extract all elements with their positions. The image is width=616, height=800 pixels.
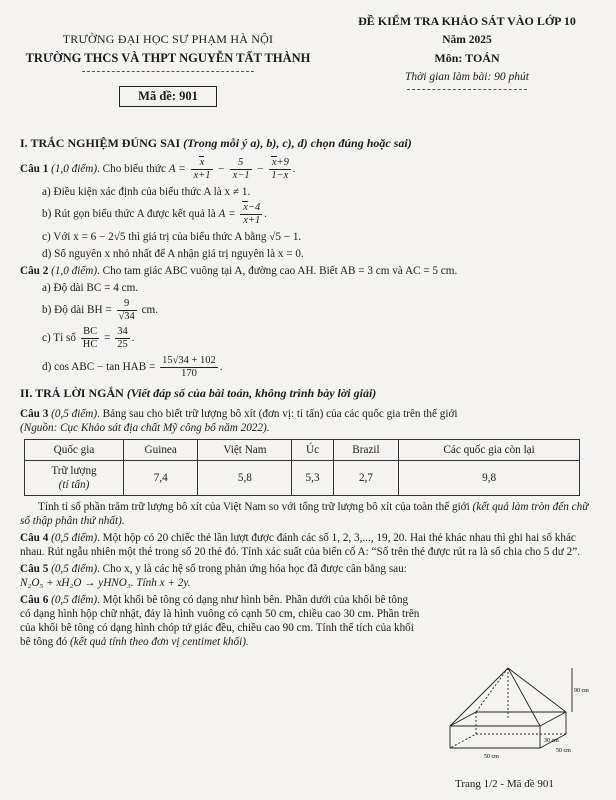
exam-title: ĐỀ KIỂM TRA KHẢO SÁT VÀO LỚP 10 — [358, 14, 576, 28]
exam-content — [20, 136, 600, 651]
table-cell: 7,4 — [124, 460, 198, 495]
table-cell: 5,8 — [198, 460, 292, 495]
label-50cm-side: 50 cm — [556, 748, 571, 754]
exam-year: Năm 2025 — [442, 34, 492, 46]
concrete-block-figure — [436, 662, 596, 762]
school-header — [18, 14, 318, 107]
q2-option-c: c) Tỉ số $\frac{BC}{HC}$ = $\frac{34}{25}$ . — [42, 326, 135, 351]
university-name: TRƯỜNG ĐẠI HỌC SƯ PHẠM HÀ NỘI — [62, 32, 274, 46]
table-head-cell: Úc — [292, 439, 333, 460]
section-2-title: II. TRẢ LỜI NGẮN (Viết đáp số của bài toán, không trình bày lời giải) — [20, 385, 377, 400]
q1-option-a: a) Điều kiện xác định của biểu thức A là x ≠ 1. — [42, 186, 251, 199]
q2-option-d: d) cos ABC − tan HAB = $\frac{15√34 + 102}{170}$ . — [42, 354, 223, 379]
table-head-cell: Guinea — [124, 439, 198, 460]
table-cell: 5,3 — [292, 460, 333, 495]
page-footer: Trang 1/2 - Mã đề 901 — [455, 778, 554, 790]
q3-source: (Nguồn: Cục Khảo sát địa chất Mỹ công bố năm 2022). — [20, 421, 270, 434]
table-head-cell: Việt Nam — [198, 439, 292, 460]
q3-question: Tính tỉ số phần trăm trữ lượng bô xít của Việt Nam so với tổng trữ lượng bô xít của toàn thế giới (kết quả làm tròn đến chữ số thập phân thứ nhất). — [20, 500, 589, 527]
bauxite-table — [24, 439, 580, 496]
question-1: Câu 1 (1,0 điểm). Cho biểu thức A = $\frac{x}{x+1}$ − $\frac{5}{x-1}$ − $\frac{x+9}{1-x}$ . — [20, 157, 296, 182]
exam-code-box: Mã đề: 901 — [119, 86, 217, 108]
box-top-edges — [450, 712, 566, 726]
question-3: Câu 3 (0,5 điểm). Bảng sau cho biết trữ lượng bô xít (đơn vị: tỉ tấn) của các quốc gia trên thế giới (Nguồn: Cục Khảo sát địa chất Mỹ công bố năm 2022). — [20, 407, 458, 434]
school-name: TRƯỜNG THCS VÀ THPT NGUYỄN TẤT THÀNH — [25, 51, 311, 65]
question-5: Câu 5 (0,5 điểm). Cho x, y là các hệ số trong phản ứng hóa học đã được cân bằng sau: N₂O₅ + xH₂O → yHNO₃. Tính x + 2y. — [20, 562, 407, 589]
q1-option-d: d) Số nguyên x nhỏ nhất để A nhận giá trị nguyên là x = 0. — [42, 248, 304, 261]
table-head-cell: Các quốc gia còn lại — [399, 439, 580, 460]
q1-option-c: c) Với x = 6 − 2√5 thì giá trị của biểu thức A bằng √5 − 1. — [42, 231, 302, 244]
table-cell: 9,8 — [399, 460, 580, 495]
exam-header — [332, 14, 602, 90]
table-cell: 2,7 — [333, 460, 398, 495]
question-4: Câu 4 (0,5 điểm). Một hộp có 20 chiếc thẻ lần lượt được đánh các số 1, 2, 3,..., 19, 20. Hai thẻ khác nhau thì ghi hai số khác nhau. Rút ngẫu nhiên một thẻ trong số 20 thẻ đó. Tính xác suất của biến cố A: “Số trên thẻ được rút ra là số chia cho 5 dư 2”. — [20, 531, 580, 558]
box-front-face — [450, 726, 540, 748]
chemical-equation: N₂O₅ + xH₂O → yHNO₃. Tính x + 2y. — [20, 576, 191, 589]
table-head-cell: Quốc gia — [25, 439, 124, 460]
q1-option-b: b) Rút gọn biểu thức A được kết quả là A = $\frac{x-4}{x+1}$ . — [42, 202, 268, 227]
exam-subject: Môn: TOÁN — [434, 51, 500, 66]
exam-duration: Thời gian làm bài: 90 phút — [404, 71, 530, 84]
label-30cm: 30 cm — [544, 738, 559, 744]
header-divider-right — [407, 89, 527, 90]
question-2: Câu 2 (1,0 điểm). Cho tam giác ABC vuông tại A, đường cao AH. Biết AB = 3 cm và AC = 5 cm. — [20, 265, 458, 278]
table-row — [25, 460, 580, 495]
question-6: Câu 6 (0,5 điểm). Một khối bê tông có dạng như hình bên. Phần dưới của khối bê tông có dạng hình hộp chữ nhật, đáy là hình vuông có cạnh 50 cm, chiều cao 30 cm. Phần trên của khối bê tông có dạng hình chóp tứ giác đều, chiều cao 90 cm. Tính thể tích của khối bê tông đó (kết quả tính theo đơn vị centimet khối). — [20, 593, 420, 648]
header-divider — [82, 71, 254, 72]
table-head-cell: Brazil — [333, 439, 398, 460]
label-50cm-front: 50 cm — [484, 754, 499, 760]
box-hidden-edges — [450, 712, 476, 748]
q2-option-a: a) Độ dài BC = 4 cm. — [42, 282, 139, 295]
label-90cm: 90 cm — [574, 688, 589, 694]
section-1-title: I. TRẮC NGHIỆM ĐÚNG SAI (Trong mỗi ý a), b), c), d) chọn đúng hoặc sai) — [20, 136, 412, 150]
q2-option-b: b) Độ dài BH = $\frac{9}{√34}$ cm. — [42, 298, 159, 323]
table-header-row — [25, 439, 580, 460]
table-row-label: Trữ lượng (tỉ tấn) — [25, 460, 124, 495]
expression-A: A = $\frac{x}{x+1}$ − $\frac{5}{x-1}$ − $\frac{x+9}{1-x}$ . — [168, 157, 296, 182]
